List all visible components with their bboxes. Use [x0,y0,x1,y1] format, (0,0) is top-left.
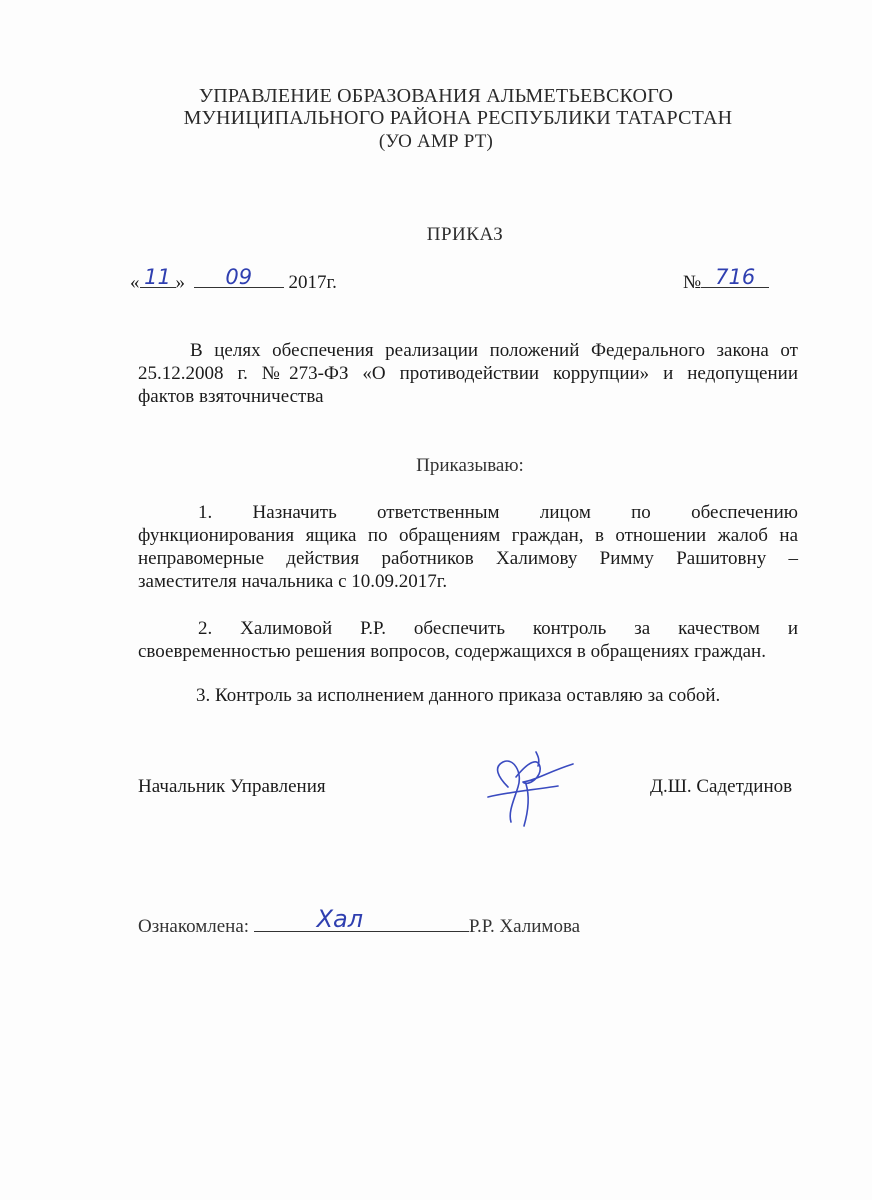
number-sign: № [683,272,702,293]
signature-scribble [478,742,588,832]
intro-line-2: 25.12.2008 г. №273-ФЗ «О противодействии коррупции» и недопущении [138,363,798,384]
ack-label: Ознакомлена: [138,916,250,937]
order-number [683,265,769,294]
number-handwritten: 716 [715,265,756,289]
date-open-quote: « [130,272,140,293]
date-close-quote: » [175,272,185,293]
date-day-handwritten: 11 [144,265,171,289]
order-item-1 [138,501,798,593]
date-day-blank [140,265,176,289]
order-item-2 [138,617,798,663]
intro-line-3: фактов взяточничества [138,386,324,407]
order-date [130,265,337,294]
ack-signature-blank [254,905,469,933]
item1-line-2: функционирования ящика по обращениям граждан, в отношении жалоб на [138,525,798,546]
item1-line-3: неправомерные действия работников Халимову Римму Рашитовну – [138,548,798,569]
intro-paragraph [138,339,798,408]
date-month-blank [194,265,284,289]
order-item-3: 3. Контроль за исполнением данного приказа оставляю за собой. [196,685,721,706]
org-abbreviation: (УО АМР РТ) [378,131,494,152]
item2-line-2: своевременностью решения вопросов, содержащихся в обращениях граждан. [138,641,766,662]
org-name-line-2: МУНИЦИПАЛЬНОГО РАЙОНА РЕСПУБЛИКИ ТАТАРСТАН [183,107,733,129]
intro-line-1: В целях обеспечения реализации положений Федерального закона от [190,340,798,361]
date-year: 2017г. [288,272,337,293]
number-blank [701,265,769,289]
item1-line-1: 1. Назначить ответственным лицом по обеспечению [198,502,798,523]
item1-line-4: заместителя начальника с 10.09.2017г. [138,571,448,592]
item2-line-1: 2. Халимовой Р.Р. обеспечить контроль за качеством и [198,618,798,639]
signer-title: Начальник Управления [138,776,326,797]
org-name-line-1: УПРАВЛЕНИЕ ОБРАЗОВАНИЯ АЛЬМЕТЬЕВСКОГО [198,85,674,107]
order-title: ПРИКАЗ [426,224,504,245]
acknowledgement [138,905,581,938]
ack-signature-handwritten: Хал [316,905,364,933]
date-month-handwritten: 09 [225,265,253,289]
signer-name: Д.Ш. Садетдинов [650,776,793,797]
ack-name: Р.Р. Халимова [468,916,581,937]
order-word: Приказываю: [416,455,524,476]
